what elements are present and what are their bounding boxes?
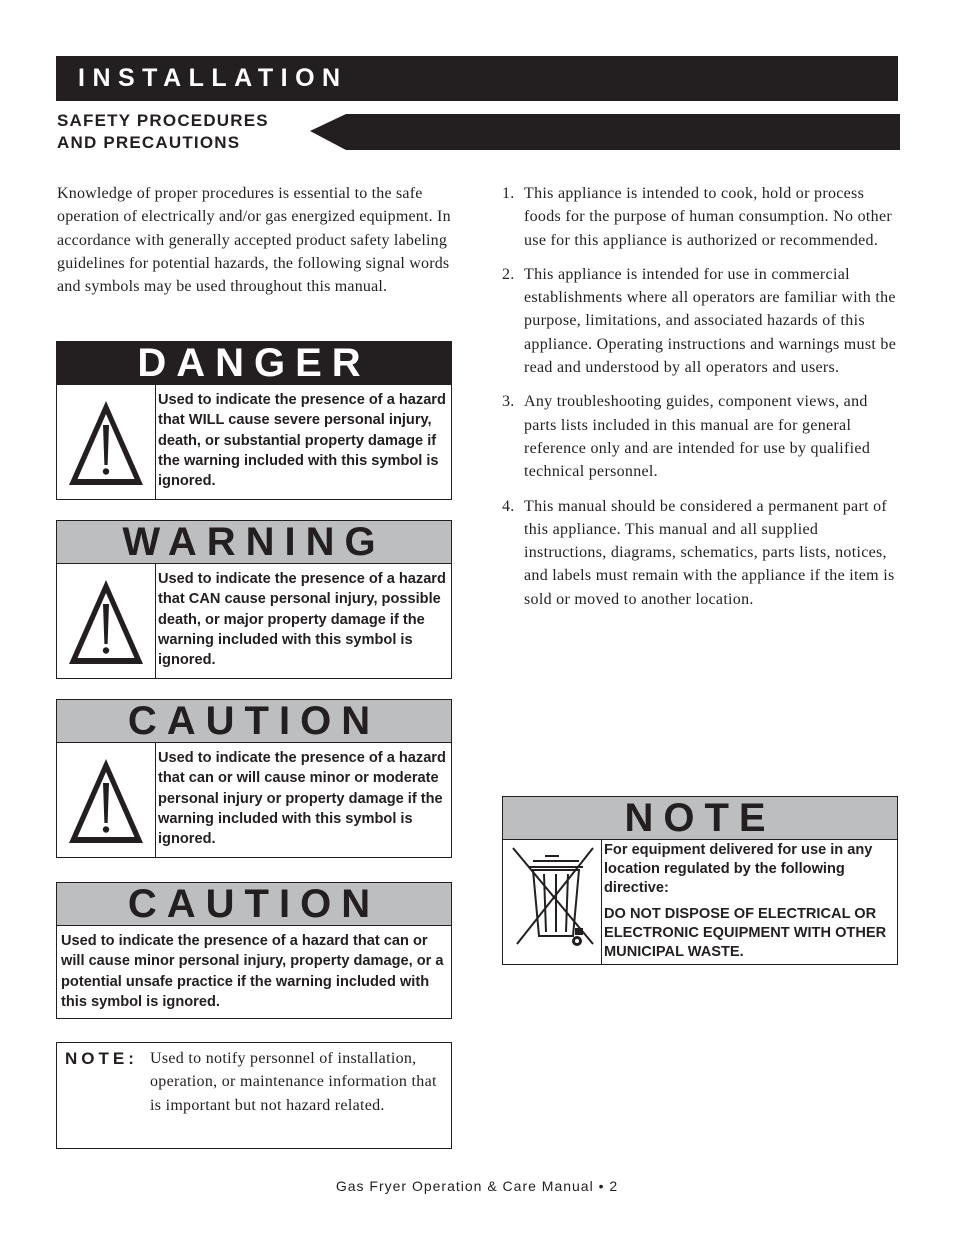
subheading-line-2: AND PRECAUTIONS bbox=[57, 133, 241, 152]
warning-box bbox=[56, 520, 452, 679]
caution-box bbox=[56, 699, 452, 858]
caution-description: Used to indicate the presence of a hazard that can or will cause minor or moderate personal injury or property damage if the warning included with this symbol is ignored. bbox=[158, 750, 446, 848]
list-item-text: Any troubleshooting guides, component views, and parts lists included in this manual are for general reference only and are intended for use by qualified technical personnel. bbox=[524, 393, 871, 481]
list-item bbox=[502, 390, 902, 483]
note-label: NOTE: bbox=[65, 1049, 138, 1068]
warning-icon-cell bbox=[57, 564, 156, 678]
warning-triangle-icon bbox=[67, 578, 145, 666]
list-item-text: This appliance is intended for use in commercial establishments where all operators are familiar with the purpose, limitations, and associated hazards of this appliance. Operating instructions and warnings must be read and understood by all operators and users. bbox=[524, 265, 897, 377]
list-item bbox=[502, 495, 902, 611]
section-title: INSTALLATION bbox=[78, 64, 348, 92]
list-item-number: 4. bbox=[502, 497, 515, 515]
note-icon-cell bbox=[503, 840, 602, 964]
danger-icon-cell bbox=[57, 385, 156, 499]
note-inline-box bbox=[56, 1042, 452, 1149]
intro-paragraph: Knowledge of proper procedures is essential to the safe operation of electrically and/or gas energized equipment. In accordance with generally accepted product safety labeling guidelines for potential hazards, the following signal words and symbols may be used throughout this manual. bbox=[57, 185, 451, 296]
crossed-out-bin-icon bbox=[507, 844, 597, 956]
list-item bbox=[502, 263, 902, 379]
caution-description: Used to indicate the presence of a hazard that can or will cause minor personal injury, property damage, or a potential unsafe practice if the warning included with this symbol is ignored. bbox=[61, 933, 444, 1010]
danger-description: Used to indicate the presence of a hazard that WILL cause severe personal injury, death, or substantial property damage if the warning included with this symbol is ignored. bbox=[158, 392, 446, 490]
safety-list bbox=[502, 182, 902, 622]
list-item-number: 1. bbox=[502, 185, 515, 202]
list-item-text: This manual should be considered a permanent part of this appliance. This manual and all supplied instructions, diagrams, schematics, parts lists, notices, and labels must remain with the appliance if the item is sold or moved to another location. bbox=[524, 497, 895, 608]
warning-triangle-icon bbox=[67, 757, 145, 845]
note-box bbox=[502, 796, 898, 965]
note-box-directive: DO NOT DISPOSE OF ELECTRICAL OR ELECTRONIC EQUIPMENT WITH OTHER MUNICIPAL WASTE. bbox=[604, 906, 887, 960]
warning-triangle-icon bbox=[67, 399, 145, 487]
list-item bbox=[502, 182, 902, 252]
danger-box bbox=[56, 341, 452, 500]
note-box-text: For equipment delivered for use in any location regulated by the following directive: bbox=[604, 842, 873, 896]
page-footer: Gas Fryer Operation & Care Manual • 2 bbox=[335, 1178, 619, 1194]
subheading-arrow-bar bbox=[310, 114, 900, 150]
caution-box-no-icon bbox=[56, 882, 452, 1019]
subheading bbox=[57, 110, 269, 154]
caution-icon-cell bbox=[57, 743, 156, 857]
danger-signal-word: DANGER bbox=[57, 342, 451, 385]
note-signal-word: NOTE bbox=[503, 797, 897, 840]
note-text: Used to notify personnel of installation, operation, or maintenance information that is important but not hazard related. bbox=[150, 1050, 437, 1114]
warning-description: Used to indicate the presence of a hazard that CAN cause personal injury, possible death, or major property damage if the warning included with this symbol is ignored. bbox=[158, 571, 446, 669]
list-item-number: 3. bbox=[502, 393, 515, 411]
subheading-line-1: SAFETY PROCEDURES bbox=[57, 111, 269, 130]
caution-signal-word: CAUTION bbox=[57, 883, 451, 926]
caution-signal-word: CAUTION bbox=[57, 700, 451, 743]
list-item-number: 2. bbox=[502, 265, 515, 283]
list-item-text: This appliance is intended to cook, hold or process foods for the purpose of human consumption. No other use for this appliance is authorized or recommended. bbox=[524, 185, 892, 249]
warning-signal-word: WARNING bbox=[57, 521, 451, 564]
